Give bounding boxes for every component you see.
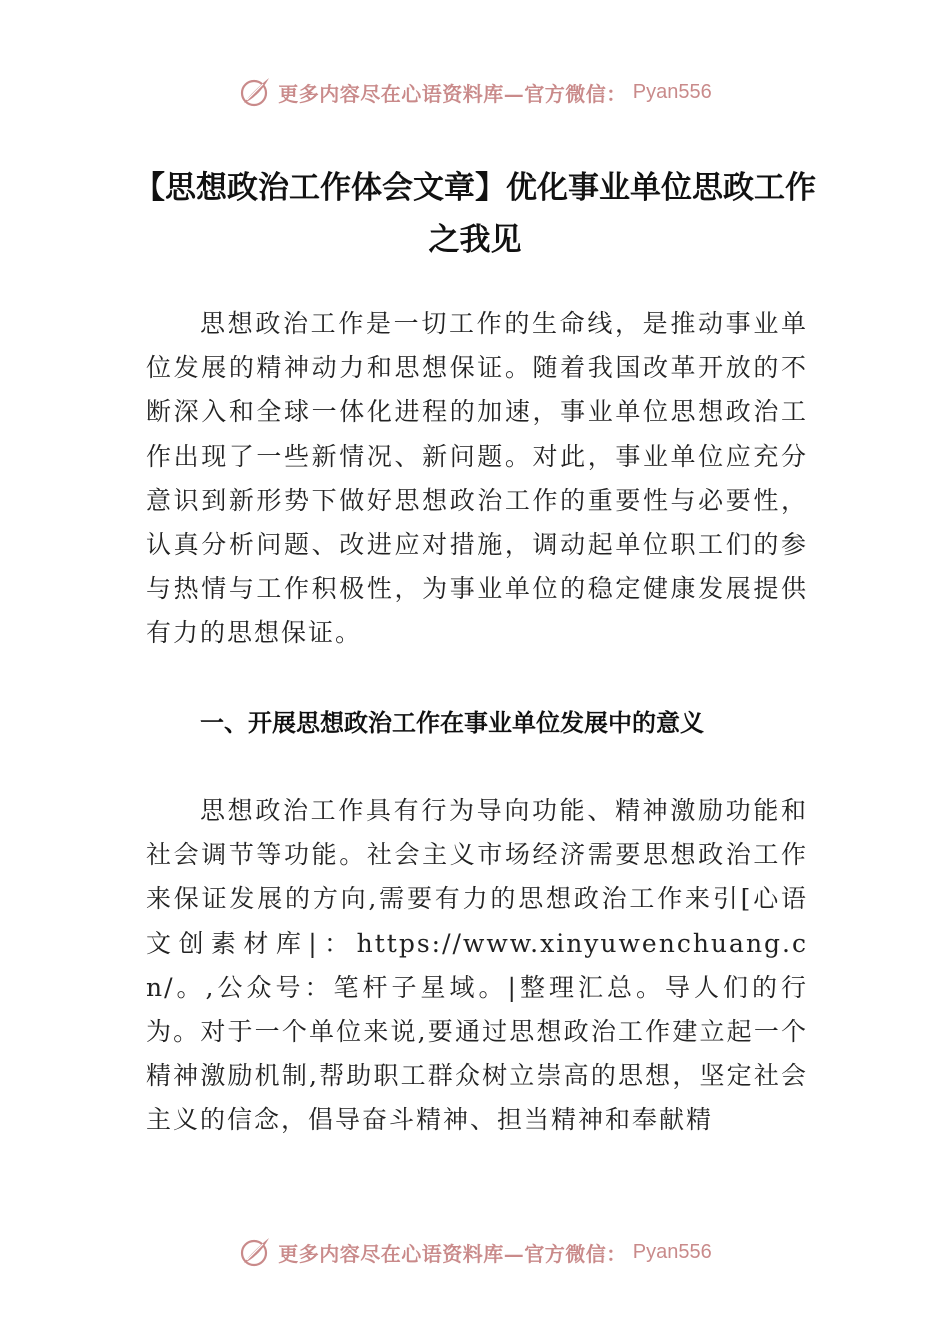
quill-logo-icon [238, 1235, 272, 1269]
body-paragraph-1: 思想政治工作是一切工作的生命线，是推动事业单位发展的精神动力和思想保证。随着我国改革开放的不断深入和全球一体化进程的加速，事业单位思想政治工作出现了一些新情况、新问题。对此，事业单位应充分意识到新形势下做好思想政治工作的重要性与必要性，认真分析问题、改进应对措施，调动起单位职工们的参与热情与工作积极性，为事业单位的稳定健康发展提供有力的思想保证。 [146, 309, 808, 648]
watermark-text: 更多内容尽在心语资料库—官方微信： [278, 81, 627, 106]
body-paragraph-2: 思想政治工作具有行为导向功能、精神激励功能和社会调节等功能。社会主义市场经济需要思想政治工作来保证发展的方向,需要有力的思想政治工作来引[心语文创素材库|：https://www.xinyuwenchuang.cn/。,公众号：笔杆子星域。|整理汇总。导人们的行为。对于一个单位来说,要通过思想政治工作建立起一个精神激励机制,帮助职工群众树立崇高的思想，坚定社会主义的信念，倡导奋斗精神、担当精神和奉献精 [146, 796, 808, 1135]
quill-logo-icon [238, 75, 272, 109]
watermark-wechat-id: Pyan556 [632, 1240, 712, 1263]
document-title: 【思想政治工作体会文章】优化事业单位思政工作之我见 [134, 170, 816, 258]
watermark-text: 更多内容尽在心语资料库—官方微信： [278, 1241, 627, 1266]
section-heading-1: 一、开展思想政治工作在事业单位发展中的意义 [200, 709, 704, 737]
footer-watermark [0, 1232, 950, 1272]
watermark-wechat-id: Pyan556 [632, 80, 712, 103]
header-watermark [0, 72, 950, 112]
